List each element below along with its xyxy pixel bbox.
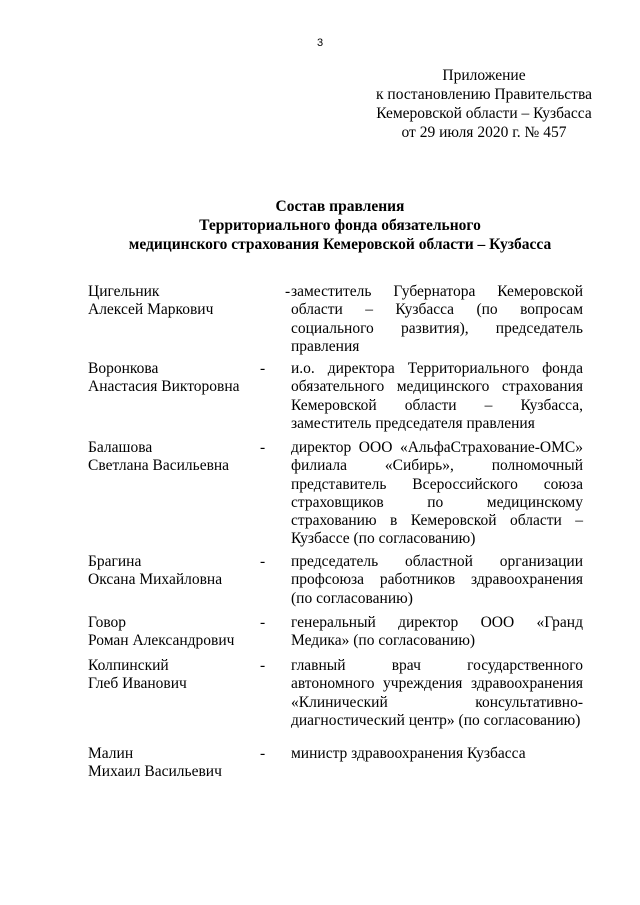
member-given-name: Роман Александрович [88, 632, 235, 650]
member-role: главный врач государственного автономного учреждения здравоохранения «Клинический консультативно-диагностический центр» (по согласованию) [291, 657, 583, 729]
title-line: Состав правления [275, 198, 405, 215]
appendix-line: от 29 июля 2020 г. № 457 [401, 124, 567, 141]
page-number: 3 [316, 37, 324, 49]
appendix-line: Кемеровской области – Кузбасса [376, 105, 592, 122]
appendix-line: к постановлению Правительства [376, 86, 592, 103]
member-dash: - [260, 439, 266, 456]
member-given-name: Оксана Михайловна [88, 571, 223, 589]
member-dash: - [260, 745, 266, 762]
member-name [88, 614, 268, 651]
member-name [88, 360, 268, 397]
member-surname: Брагина [88, 553, 142, 570]
document-title [40, 197, 640, 254]
member-given-name: Алексей Маркович [88, 301, 214, 319]
member-dash: - [260, 614, 266, 631]
member-role: председатель областной организации профсоюза работников здравоохранения (по согласованию) [291, 553, 583, 607]
member-surname: Малин [88, 745, 134, 762]
member-role: заместитель Губернатора Кемеровской области – Кузбасса (по вопросам социального развития), председатель правления [291, 283, 583, 355]
member-surname: Цигельник [88, 283, 160, 300]
member-given-name: Анастасия Викторовна [88, 378, 240, 396]
member-given-name: Глеб Иванович [88, 675, 187, 693]
member-role: и.о. директора Территориального фонда обязательного медицинского страхования Кемеровской области – Кузбасса, заместитель председателя правления [291, 360, 583, 432]
member-dash: - [260, 360, 266, 377]
appendix-line: Приложение [442, 67, 526, 84]
member-dash: - [260, 553, 266, 570]
member-dash: - [260, 657, 266, 674]
member-surname: Воронкова [88, 360, 159, 377]
appendix-block [360, 66, 608, 142]
member-given-name: Михаил Васильевич [88, 763, 222, 781]
member-surname: Колпинский [88, 657, 169, 674]
member-name [88, 439, 268, 476]
member-dash: - [285, 283, 291, 300]
member-surname: Говор [88, 614, 127, 631]
title-line: Территориального фонда обязательного [199, 217, 481, 234]
member-role: генеральный директор ООО «Гранд Медика» (по согласованию) [291, 614, 583, 650]
member-name [88, 283, 268, 320]
member-name [88, 553, 268, 590]
member-role: директор ООО «АльфаСтрахование-ОМС» филиала «Сибирь», полномочный представитель Всероссийского союза страховщиков по медицинскому страхованию в Кемеровской области – Кузбассе (по согласованию) [291, 439, 583, 548]
member-given-name: Светлана Васильевна [88, 457, 230, 475]
member-name [88, 745, 268, 782]
member-surname: Балашова [88, 439, 153, 456]
member-name [88, 657, 268, 694]
title-line: медицинского страхования Кемеровской области – Кузбасса [128, 236, 552, 253]
member-role: министр здравоохранения Кузбасса [291, 745, 526, 762]
